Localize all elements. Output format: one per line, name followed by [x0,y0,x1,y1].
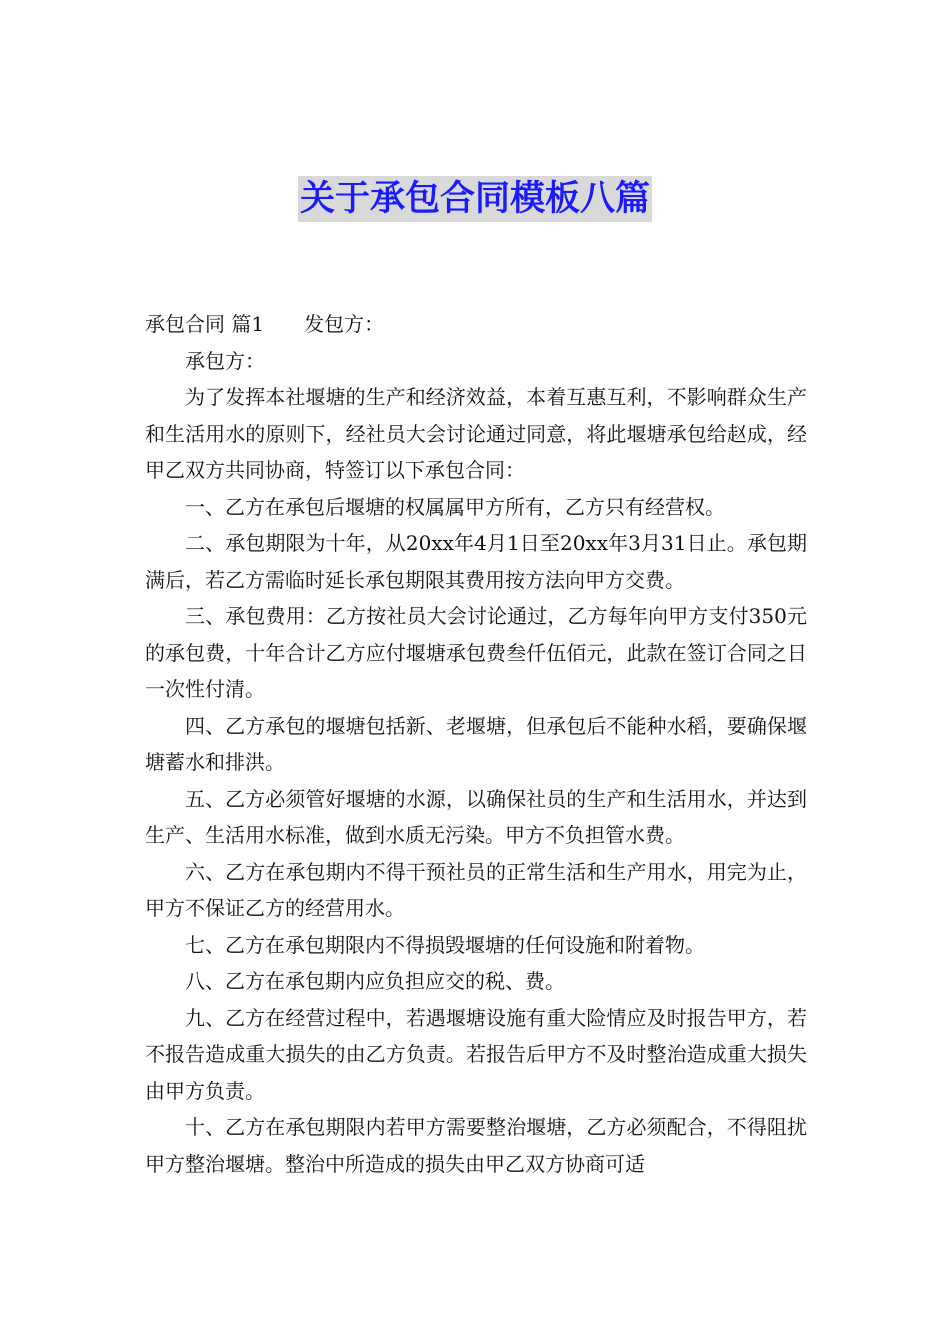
heading-line [145,306,807,343]
title-container [0,176,950,222]
clause-2: 二、承包期限为十年，从20xx年4月1日至20xx年3月31日止。承包期满后，若乙方需临时延长承包期限其费用按方法向甲方交费。 [145,531,807,592]
clause-6: 六、乙方在承包期内不得干预社员的正常生活和生产用水，用完为止，甲方不保证乙方的经营用水。 [145,859,807,920]
issuer-label: 发包方： [304,312,385,336]
clause-4: 四、乙方承包的堰塘包括新、老堰塘，但承包后不能种水稻，要确保堰塘蓄水和排洪。 [145,713,807,774]
clause-9: 九、乙方在经营过程中，若遇堰塘设施有重大险情应及时报告甲方，若不报告造成重大损失的由乙方负责。若报告后甲方不及时整治造成重大损失由甲方负责。 [145,1005,807,1103]
clause-1: 一、乙方在承包后堰塘的权属属甲方所有，乙方只有经营权。 [185,494,725,519]
document-title: 关于承包合同模板八篇 [298,176,652,222]
document-body [145,306,807,1182]
clause-3: 三、承包费用：乙方按社员大会讨论通过，乙方每年向甲方支付350元的承包费，十年合计乙方应付堰塘承包费叁仟伍佰元，此款在签订合同之日一次性付清。 [145,604,807,701]
paragraph-contractor: 承包方： [185,348,265,373]
clause-8: 八、乙方在承包期内应负担应交的税、费。 [185,969,565,993]
clause-7: 七、乙方在承包期限内不得损毁堰塘的任何设施和附着物。 [185,932,705,957]
paragraph-intro: 为了发挥本社堰塘的生产和经济效益，本着互惠互利，不影响群众生产和生活用水的原则下，经社员大会讨论通过同意，将此堰塘承包给赵成，经甲乙双方共同协商，特签订以下承包合同： [145,385,807,482]
section-heading: 承包合同 篇1 [145,312,265,336]
clause-5: 五、乙方必须管好堰塘的水源，以确保社员的生产和生活用水，并达到生产、生活用水标准，做到水质无污染。甲方不负担管水费。 [145,786,807,847]
clause-10: 十、乙方在承包期限内若甲方需要整治堰塘，乙方必须配合，不得阻扰甲方整治堰塘。整治中所造成的损失由甲乙双方协商可适 [145,1115,807,1176]
